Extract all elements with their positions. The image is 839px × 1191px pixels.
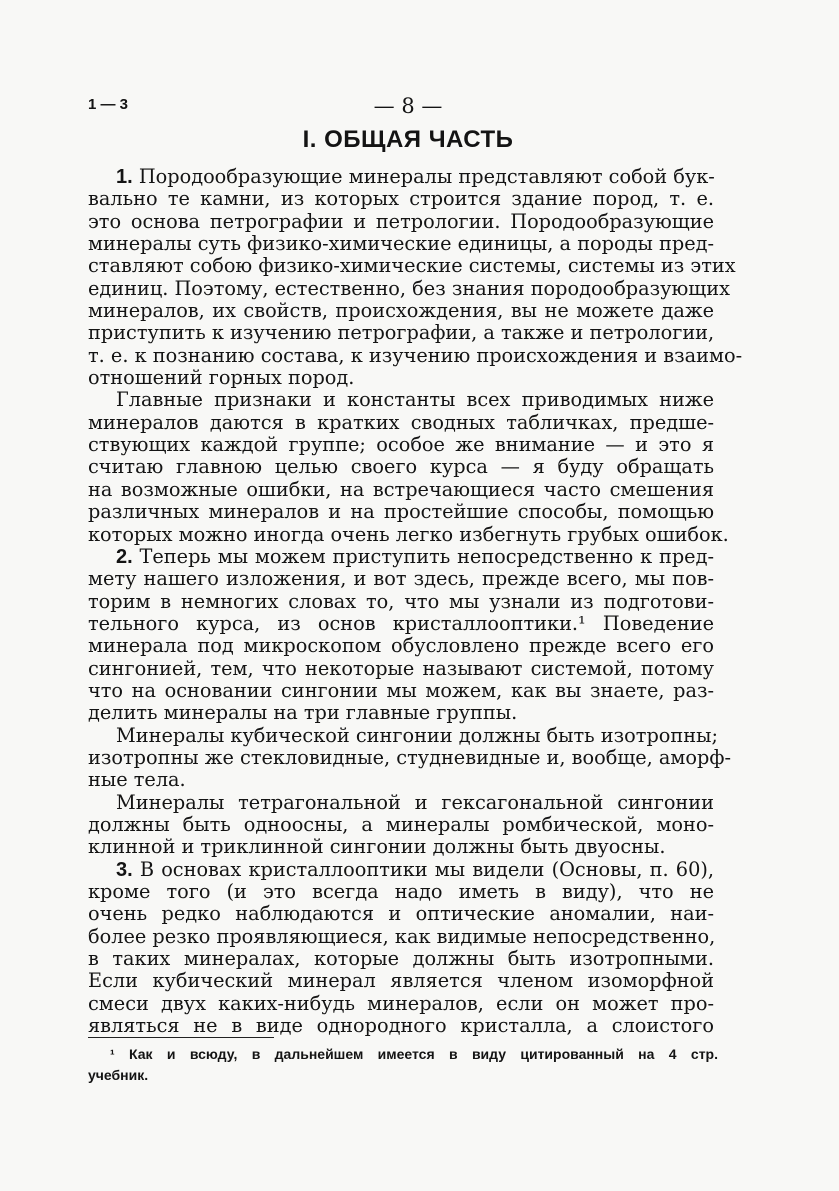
footnote-divider [88, 1037, 274, 1038]
text-line: торим в немногих словах то, что мы узнали из подготови- [88, 589, 714, 613]
section-number: 3. [116, 858, 133, 881]
text-line: минерала под микроскопом обусловлено прежде всего его [88, 634, 714, 658]
footnote [88, 1044, 718, 1086]
section-number: 1. [116, 166, 133, 188]
text-line: смеси двух каких-нибудь минералов, если он может про- [88, 991, 714, 1015]
text-line: ставляют собою физико-химические системы, системы из этих [88, 254, 736, 278]
text-line: ные тела. [88, 768, 186, 792]
section-title: I. ОБЩАЯ ЧАСТЬ [302, 126, 514, 153]
text-line: Минералы кубической сингонии должны быть изотропны; [116, 723, 718, 747]
text-line: минералы суть физико-химические единицы, а породы пред- [88, 232, 714, 256]
text-line: Если кубический минерал является членом изоморфной [88, 969, 714, 993]
text-line: Минералы тетрагональной и гексагональной сингонии [116, 790, 714, 814]
text-line: единиц. Поэтому, естественно, без знания породообразующих [88, 276, 730, 300]
paragraph-3 [88, 546, 714, 725]
text-line: различных минералов и на простейшие способы, помощью [88, 500, 714, 524]
text-line: должны быть одноосны, а минералы ромбической, моно- [88, 812, 714, 836]
text-line: это основа петрографии и петрологии. Породообразующие [88, 209, 714, 233]
text-line: ствующих каждой группе; особое же внимание — и это я [88, 433, 714, 457]
text-line: 2. Теперь мы можем приступить непосредственно к пред- [116, 544, 714, 568]
text-line: кроме того (и это всегда надо иметь в виду), что не [88, 880, 714, 903]
text-line: что на основании сингонии мы можем, как вы знаете, раз- [88, 678, 714, 702]
text-line: Главные признаки и константы всех приводимых ниже [116, 388, 714, 412]
text-line: приступить к изучению петрографии, а также и петрологии, [88, 321, 715, 345]
text-line: вально те камни, из которых строится здание пород, т. е. [88, 187, 714, 211]
text-line: минералов даются в кратких сводных табличках, предше- [88, 410, 714, 434]
text-line: тельного курса, из основ кристаллооптики.¹ Поведение [88, 611, 714, 635]
text-line: в таких минералах, которые должны быть изотропными. [88, 947, 714, 971]
text-line: на возможные ошибки, на встречающиеся часто смешения [88, 477, 714, 501]
body-text [88, 165, 743, 1038]
text-line: мету нашего изложения, и вот здесь, прежде всего, мы пов- [88, 567, 714, 591]
footnote-marker: ¹ [110, 1046, 115, 1062]
footnote-line: учебник. [88, 1067, 149, 1083]
text-line: являться не в виде однородного кристалла, а слоистого [88, 1014, 714, 1038]
paragraph-2 [88, 388, 729, 546]
signature-mark: 1 — 3 [88, 96, 129, 113]
text-line: которых можно иногда очень легко избегнуть грубых ошибок. [88, 522, 729, 546]
text-line: сингонией, тем, что некоторые называют системой, потому [88, 656, 714, 680]
paragraph-6 [88, 859, 714, 1038]
text-line: клинной и триклинной сингонии должны быть двуосны. [88, 835, 666, 859]
paragraph-1 [88, 165, 743, 390]
text-line: изотропны же стекловидные, студневидные и, вообще, аморф- [88, 745, 731, 769]
page-number: — 8 — [373, 94, 443, 118]
footnote-line: ¹ Как и всюду, в дальнейшем имеется в виду цитированный на 4 стр. [110, 1046, 718, 1062]
text-line: делить минералы на три главные группы. [88, 701, 518, 725]
paragraph-5 [88, 792, 714, 859]
section-number: 2. [116, 545, 133, 568]
text-line: 1. Породообразующие минералы представляют собой бук- [116, 165, 715, 188]
text-line: очень редко наблюдаются и оптические аномалии, наи- [88, 902, 714, 926]
text-line: отношений горных пород. [88, 366, 355, 390]
page-header [88, 96, 728, 122]
text-line: минералов, их свойств, происхождения, вы не можете даже [88, 299, 714, 323]
text-line: 3. В основах кристаллооптики мы видели (Основы, п. 60), [116, 857, 714, 881]
text-line: более резко проявляющиеся, как видимые непосредственно, [88, 924, 716, 948]
text-line: считаю главною целью своего курса — я буду обращать [88, 455, 714, 479]
paragraph-4 [88, 723, 731, 792]
text-line: т. е. к познанию состава, к изучению происхождения и взаимо- [88, 343, 743, 367]
